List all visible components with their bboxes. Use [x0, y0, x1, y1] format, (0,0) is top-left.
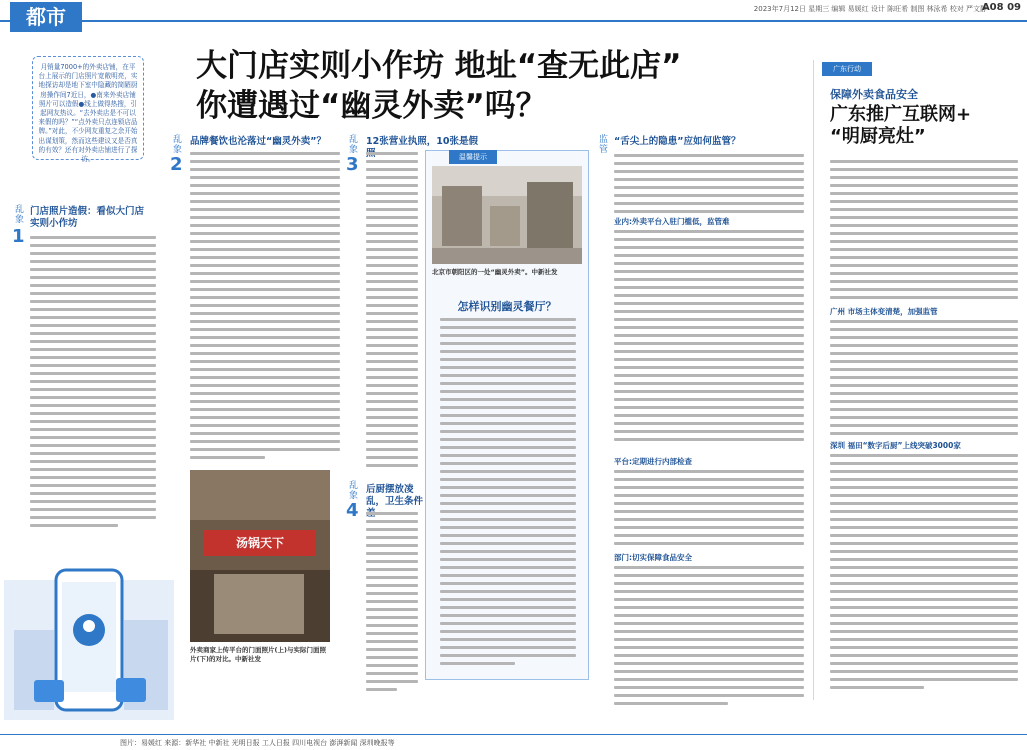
section-3-number: 3 [346, 154, 359, 175]
section-3-body [366, 152, 418, 472]
section-4-body [366, 512, 418, 696]
tips-box-title: 温馨提示 [449, 150, 497, 164]
section-3-label: 乱象 [347, 134, 357, 154]
subsection-1-title: 业内:外卖平台入驻门槛低，监管难 [614, 217, 730, 226]
section-4-label: 乱象 [347, 480, 357, 500]
headline-line-1: 大门店实则小作坊 地址“查无此店” [196, 48, 682, 84]
section-4-number: 4 [346, 500, 359, 521]
section-2-label: 乱象 [171, 134, 181, 154]
page-number: A08 09 [981, 2, 1021, 13]
supervision-body-1 [614, 154, 804, 218]
subsection-2-title: 平台:定期进行内部检查 [614, 457, 692, 466]
edition-info: 2023年7月12日 星期三 编辑 易媛红 设计 陈旺希 制图 林泳希 校对 严文静 [753, 5, 987, 13]
supervision-label: 监管 [597, 134, 607, 154]
page-footer: 图片：易媛红 来源：新华社 中新社 光明日报 工人日报 四川电视台 澎湃新闻 深圳晚报等 [0, 734, 1027, 750]
headline [196, 46, 796, 126]
sidebar-tag: 广东行动 [822, 62, 872, 76]
sidebar-sub-1: 广州 市场主体变清楚，加强监管 [830, 307, 938, 316]
sidebar-sub-2: 深圳 福田“数字后厨”上线突破3000家 [830, 441, 961, 450]
phone-illustration [4, 560, 174, 720]
headline-line-2: 你遭遇过“幽灵外卖”吗？ [196, 88, 547, 124]
storefront-sign: 汤锅天下 [204, 530, 316, 556]
section-tag: 都市 [10, 2, 82, 32]
sidebar-headline-line-2: “明厨亮灶” [830, 126, 926, 147]
sidebar-headline [830, 104, 1020, 148]
supervision-body-4 [614, 566, 804, 710]
subsection-3-title: 部门:切实保障食品安全 [614, 553, 692, 562]
intro-box: 月销量7000+的外卖店铺，在平台上展示的门店照片宽敞明亮，实地探访却是地下室中隐藏的简陋厨房操作间7近日，●南来外卖店铺照片可以造假●线上做得热搜，引起网友热议。“去外卖店是不可以来假的吗？”“点外卖只点连锁店品牌。”对此，不少网友重复之余开始出谋划策，然而这些建议又是否真的有效？还有对外卖店铺进行了探访。 [32, 56, 144, 160]
how-to-identify-title: 怎样识别幽灵餐厅？ [457, 300, 557, 313]
section-1-body [30, 236, 156, 532]
sidebar-body-3 [830, 454, 1018, 694]
supervision-body-2 [614, 230, 804, 446]
supervision-title: “舌尖上的隐患”应如何监管？ [614, 136, 741, 147]
section-3-title: 12张营业执照，10张是假 [366, 136, 478, 147]
sidebar-body-2 [830, 320, 1018, 440]
supervision-body-3 [614, 470, 804, 550]
sidebar-headline-line-1: 广东推广互联网+ [830, 104, 972, 125]
section-2-body [190, 152, 340, 464]
section-1-label: 乱象 [13, 204, 23, 224]
section-2-number: 2 [170, 154, 183, 175]
tips-box-body [440, 318, 576, 670]
sidebar-kicker: 保障外卖食品安全 [830, 88, 918, 101]
section-1-number: 1 [12, 226, 25, 247]
section-2-title: 品牌餐饮也沦落过“幽灵外卖”？ [190, 136, 326, 147]
photo-caption: 外卖商家上传平台的门面照片(上)与实际门面照片(下)的对比。中新社发 [190, 646, 326, 663]
sidebar-body-1 [830, 160, 1018, 304]
section-1-title: 门店照片造假：看似大门店 实则小作坊 [30, 206, 145, 229]
section-4-title: 后厨摆放凌乱，卫生条件 [366, 484, 424, 507]
street-photo [432, 166, 582, 264]
storefront-photo [190, 470, 330, 642]
street-photo-caption: 北京市朝阳区的一处“幽灵外卖”。中新社发 [432, 268, 558, 276]
